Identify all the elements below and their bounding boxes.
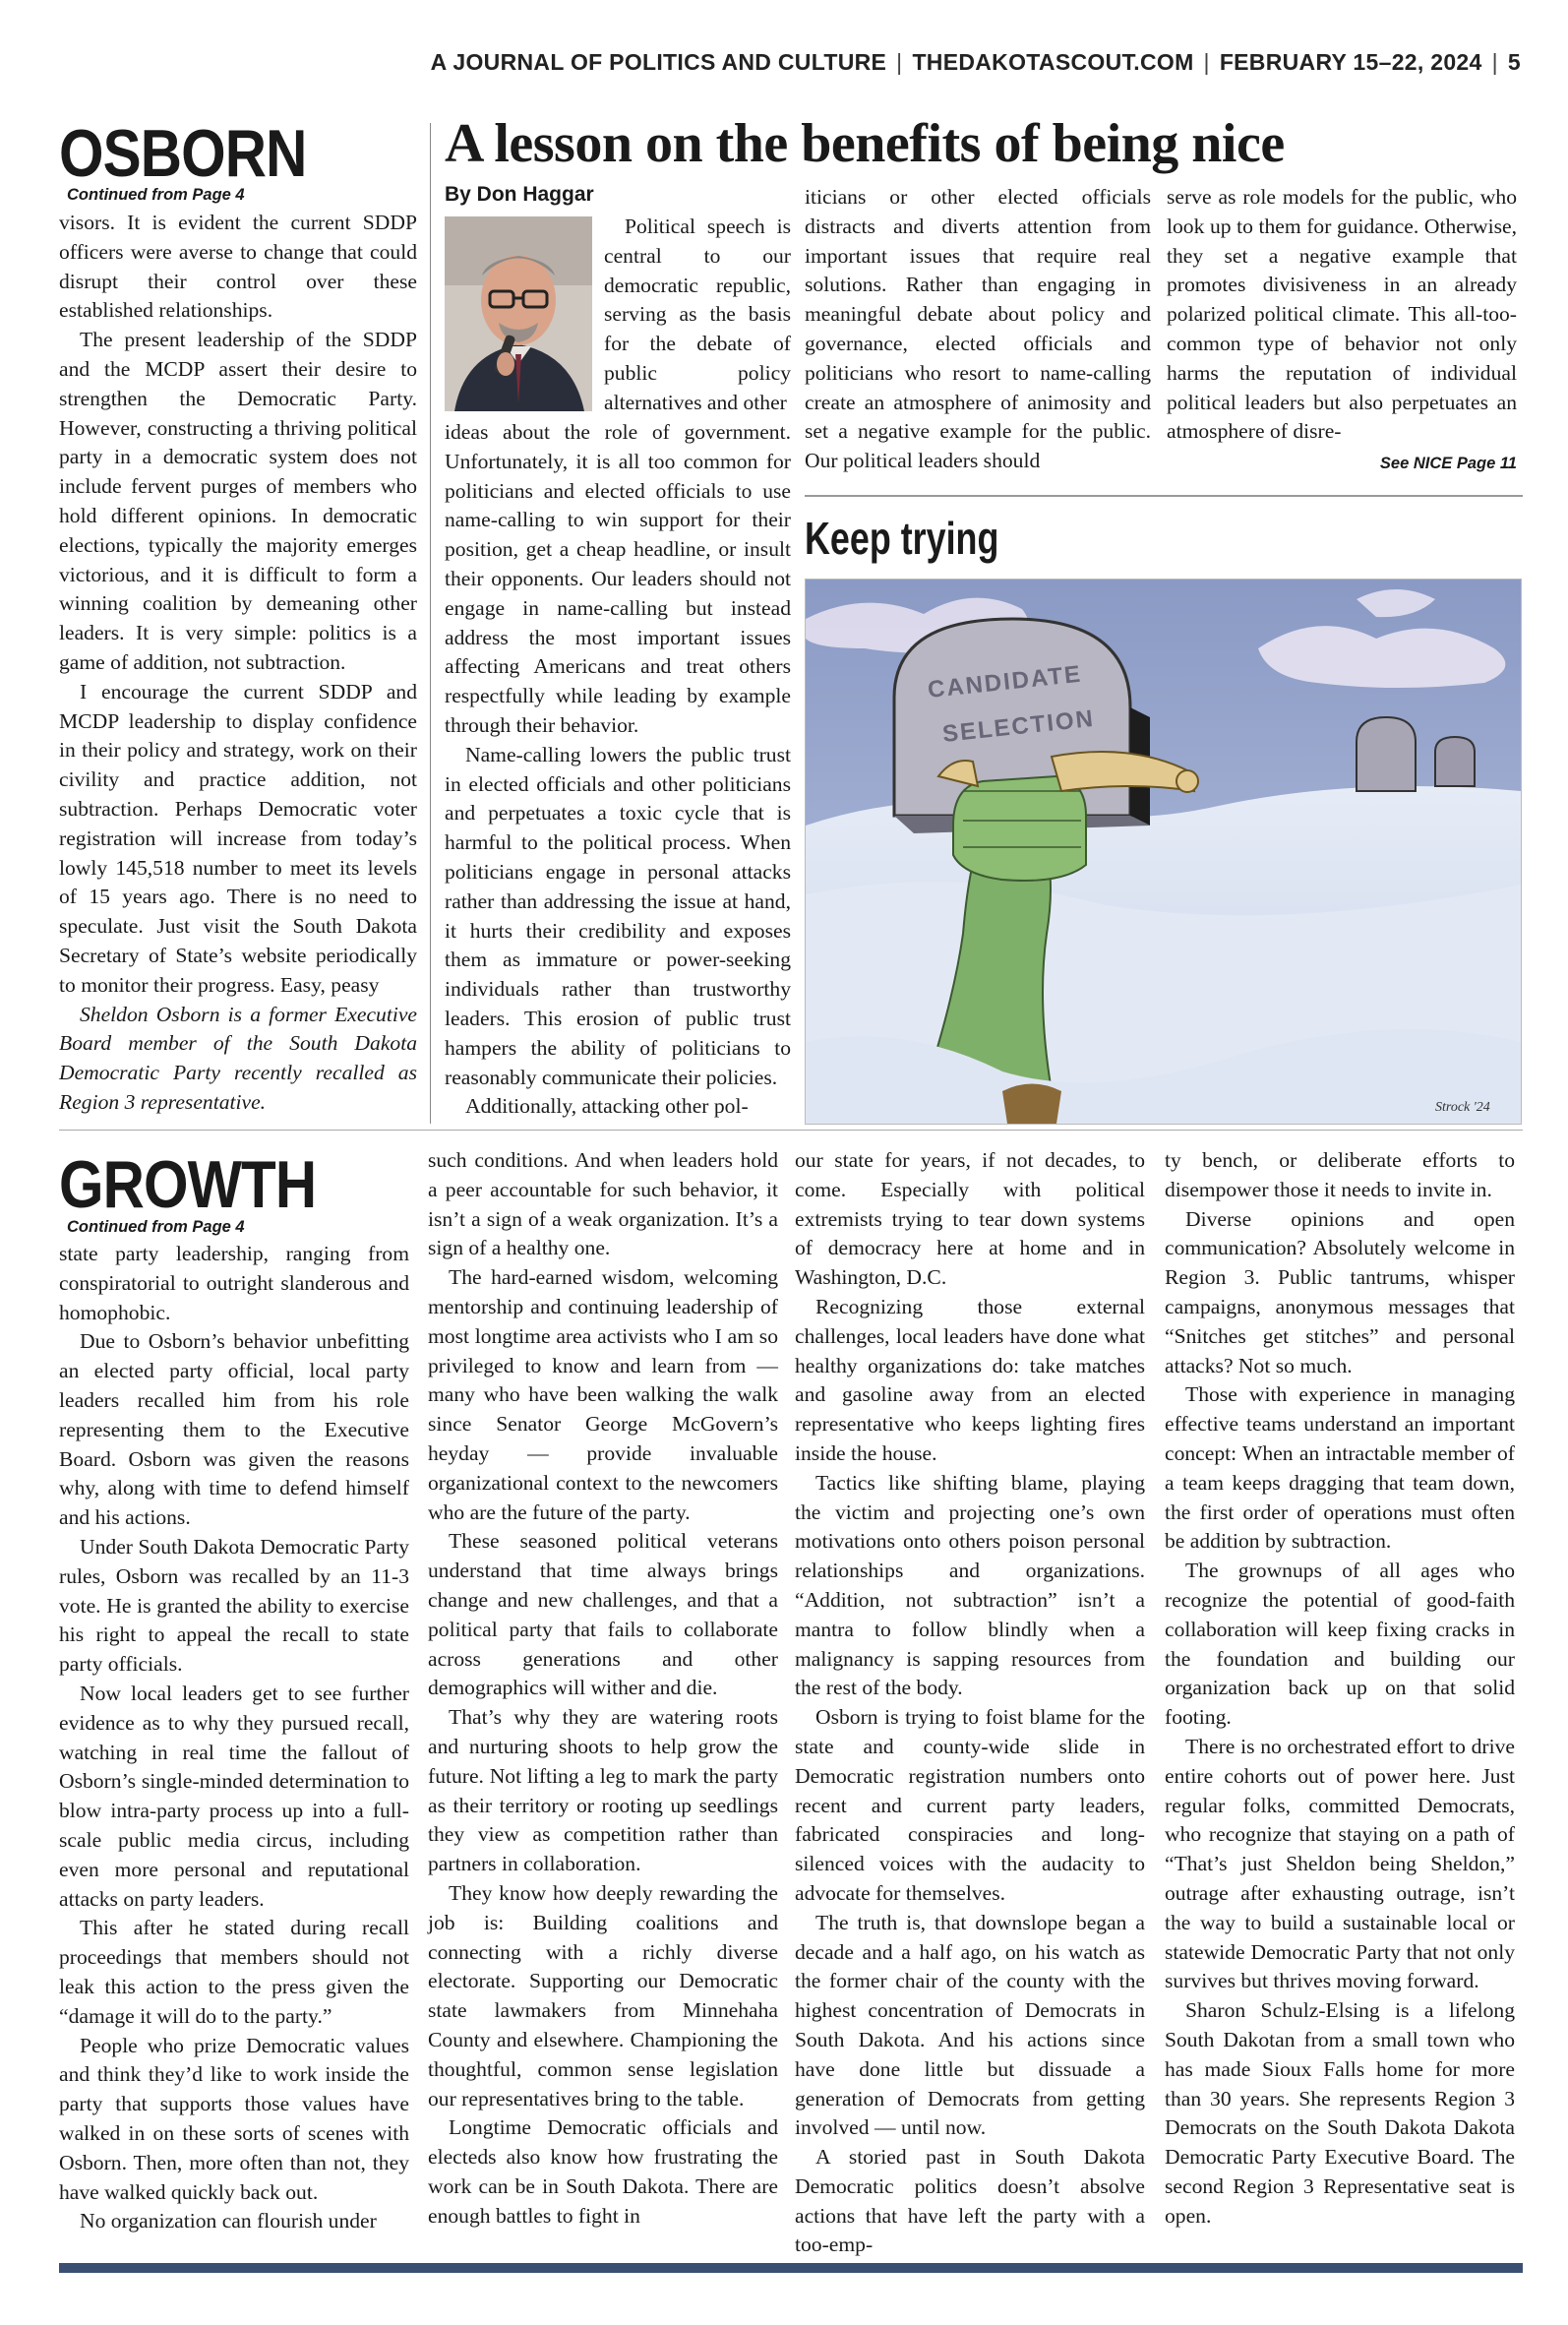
osborn-continued-label: Continued from Page 4 [67,186,245,204]
growth-paragraph: Recognizing those external challenges, local leaders have done what healthy organizations do: take matches and gasoline away from an elected representative who keeps lighting fires inside the house. [795,1294,1145,1465]
growth-paragraph: state party leadership, ranging from conspiratorial to outright slanderous and homophobic. [59,1242,409,1324]
site-url[interactable]: THEDAKOTASCOUT.COM [912,49,1194,75]
growth-paragraph: The grownups of all ages who recognize the potential of good-faith collaboration will keep fixing cracks in the foundation and building our organization back up on that solid footing. [1165,1559,1515,1730]
osborn-paragraph: The present leadership of the SDDP and the MCDP assert their desire to strengthen the Democratic Party. However, constructing a thriving political party in a democratic system does not include fervent purges of members who hold different opinions. In democratic elections, typically the majority emerges victorious, and it is difficult to form a winning coalition by demeaning other leaders. It is very simple: politics is a game of addition, not subtraction. [59,328,417,674]
growth-paragraph: Due to Osborn’s behavior unbefitting an elected party official, local party leaders recalled him from his role representing them to the Executive Board. Osborn was given the reasons why, along with time to defend himself and his actions. [59,1329,409,1530]
nice-paragraph: serve as role models for the public, who look up to them for guidance. Otherwise, they set a negative example that promotes divisiveness in an already polarized political climate. This all-too-common type of behavior not only harms the reputation of individual political leaders but also perpetuates an atmosphere of disre- [1167,185,1517,444]
growth-column-1 [59,1240,409,2236]
osborn-author-bio: Sheldon Osborn is a former Executive Board member of the South Dakota Democratic Party recently recalled as Region 3 representative. [59,1002,417,1114]
growth-paragraph: Now local leaders get to see further evidence as to why they pursued recall, watching in real time the fallout of Osborn’s single-minded determination to blow intra-party process up into a full-scale public media circus, including even more personal and reputational attacks on party leaders. [59,1681,409,1911]
growth-paragraph: This after he stated during recall proceedings that members should not leak this action to the press given the “damage it will do to the party.” [59,1916,409,2028]
page-number: 5 [1507,49,1521,75]
growth-paragraph: our state for years, if not decades, to come. Especially with political extremists trying to tear down systems of democracy here at home and in Washington, D.C. [795,1148,1145,1290]
growth-column-2 [428,1146,778,2231]
growth-paragraph: The hard-earned wisdom, welcoming mentorship and continuing leadership of most longtime area activists who I am so privileged to know and learn from — many who have been walking the walk since Senator George McGovern’s heyday — provide invaluable organizational context to the newcomers who are the future of the party. [428,1265,778,1524]
growth-paragraph: such conditions. And when leaders hold a peer accountable for such behavior, it isn’t a sign of a weak organization. It’s a sign of a healthy one. [428,1148,778,1260]
growth-paragraph: The truth is, that downslope began a decade and a half ago, on his watch as the former chair of the county with the highest concentration of Democrats in South Dakota. And his actions since have done little but dissuade a generation of Democrats from getting involved — until now. [795,1910,1145,2140]
journal-tagline: A JOURNAL OF POLITICS AND CULTURE [430,49,887,75]
editorial-cartoon [805,579,1522,1125]
cartoon-signature: Strock '24 [1435,1100,1490,1115]
header-separator: | [1491,49,1498,75]
growth-continued-label: Continued from Page 4 [67,1218,245,1236]
author-photo [445,216,592,411]
growth-column-4 [1165,1146,1515,2231]
growth-paragraph: They know how deeply rewarding the job is: Building coalitions and connecting with a richly diverse electorate. Supporting our Democratic state lawmakers from Minnehaha County and elsewhere. Championing the thoughtful, common sense legislation our representatives bring to the table. [428,1880,778,2111]
nice-paragraph: Additionally, attacking other pol- [465,1094,749,1119]
growth-paragraph: A storied past in South Dakota Democratic politics doesn’t absolve actions that have left the party with a too-emp- [795,2145,1145,2257]
section-divider [59,1130,1523,1131]
growth-paragraph: Those with experience in managing effective teams understand an important concept: When an intractable member of a team keeps dragging that team down, the first order of operations must often be addition by subtraction. [1165,1382,1515,1554]
osborn-paragraph: I encourage the current SDDP and MCDP leadership to display confidence in their policy and strategy, work on their civility and practice addition, not subtraction. Perhaps Democratic voter registration will increase from today’s lowly 145,518 number to meet its levels of 15 years ago. There is no need to speculate. Just visit the South Dakota Secretary of State’s website periodically to monitor their progress. Easy, peasy [59,679,417,997]
nice-column-1 [445,418,791,1122]
growth-paragraph: People who prize Democratic values and think they’d like to work inside the party that supports those values have walked in on these sorts of scenes with Osborn. Then, more often than not, they have walked quickly back out. [59,2033,409,2204]
section-divider [805,495,1523,497]
growth-paragraph: That’s why they are watering roots and nurturing shoots to help grow the future. Not lifting a leg to mark the party as their territory or rooting up seedlings they view as competition rather than partners in collaboration. [428,1705,778,1876]
issue-date: FEBRUARY 15–22, 2024 [1219,49,1482,75]
growth-paragraph: There is no orchestrated effort to drive entire cohorts out of power here. Just regular folks, committed Democrats, who recognize that staying on a path of “That’s just Sheldon being Sheldon,” outrage after exhausting outrage, isn’t the way to build a sustainable local or statewide Democratic Party that not only survives but thrives moving forward. [1165,1734,1515,1993]
growth-paragraph: ty bench, or deliberate efforts to disempower those it needs to invite in. [1165,1148,1515,1201]
osborn-kicker: OSBORN [59,116,307,191]
growth-paragraph: Under South Dakota Democratic Party rules, Osborn was recalled by an 11-3 vote. He is granted the ability to exercise his right to appeal the recall to state party officials. [59,1534,409,1677]
nice-paragraph: ideas about the role of government. Unfortunately, it is all too common for politicians and elected officials to use name-calling to win support for their position, get a cheap headline, or insult their opponents. Our leaders should not engage in name-calling but instead address the most important issues affecting Americans and treat others respectfully while leading by example through their behavior. [445,420,791,737]
see-next-page-link[interactable]: See NICE Page 11 [1379,455,1517,472]
osborn-paragraph: visors. It is evident the current SDDP officers were averse to change that could disrupt their control over these established relationships. [59,211,417,323]
growth-kicker: GROWTH [59,1147,317,1222]
growth-paragraph: Sharon Schulz-Elsing is a lifelong South Dakotan from a small town who has made Sioux Falls home for more than 30 years. She represents Region 3 Democrats on the South Dakota Dakota Democratic Party Executive Board. The second Region 3 Representative seat is open. [1165,1998,1515,2228]
column-divider [430,123,431,1124]
growth-column-3 [795,1146,1145,2260]
nice-column-2 [805,183,1151,476]
growth-paragraph: Osborn is trying to foist blame for the state and county-wide slide in Democratic registration numbers onto recent and current party leaders, fabricated conspiracies and long-silenced voices with the audacity to advocate for themselves. [795,1705,1145,1905]
nice-byline: By Don Haggar [445,183,594,206]
growth-paragraph: No organization can flourish under [80,2209,377,2233]
osborn-column [59,209,417,1118]
header-separator: | [896,49,903,75]
nice-paragraph: Political speech is central to our democratic republic, serving as the basis for the debate of public policy alternatives and other [604,214,791,414]
nice-headline: A lesson on the benefits of being nice [445,113,1285,174]
tombstone-line: CANDIDATE [926,660,1084,704]
tombstone-line: SELECTION [940,704,1097,748]
growth-paragraph: Diverse opinions and open communication? Absolutely welcome in Region 3. Public tantrums, whisper campaigns, anonymous messages that “Snitches get stitches” and personal attacks? Not so much. [1165,1206,1515,1377]
nice-paragraph: iticians or other elected officials distracts and diverts attention from important issues that require real solutions. Rather than engaging in meaningful debate about policy and governance, elected officials and politicians who resort to name-calling create an atmosphere of animosity and set a negative example for the public. Our political leaders should [805,185,1151,473]
nice-column-3 [1167,183,1517,447]
nice-paragraph: Name-calling lowers the public trust in elected officials and other politicians and perpetuates a toxic cycle that is harmful to the political process. When politicians engage in personal attacks rather than addressing the issue at hand, it hurts their credibility and exposes them as immature or power-seeking individuals rather than trustworthy leaders. This erosion of public trust hampers the ability of politicians to reasonably communicate their policies. [445,742,791,1089]
nice-column-1-wrap [604,213,791,418]
header-separator: | [1203,49,1210,75]
page-header [431,49,1521,76]
growth-paragraph: Tactics like shifting blame, playing the victim and projecting one’s own motivations onto others poison personal relationships and organizations. “Addition, not subtraction” isn’t a mantra to follow blindly when a malignancy is sapping resources from the rest of the body. [795,1470,1145,1700]
footer-bar [59,2263,1523,2273]
growth-paragraph: Longtime Democratic officials and electeds also know how frustrating the work can be in South Dakota. There are enough battles to fight in [428,2115,778,2228]
growth-paragraph: These seasoned political veterans understand that time always brings change and new challenges, and that a political party that fails to collaborate across generations and other demographics will wither and die. [428,1529,778,1700]
cartoon-title: Keep trying [805,513,999,564]
